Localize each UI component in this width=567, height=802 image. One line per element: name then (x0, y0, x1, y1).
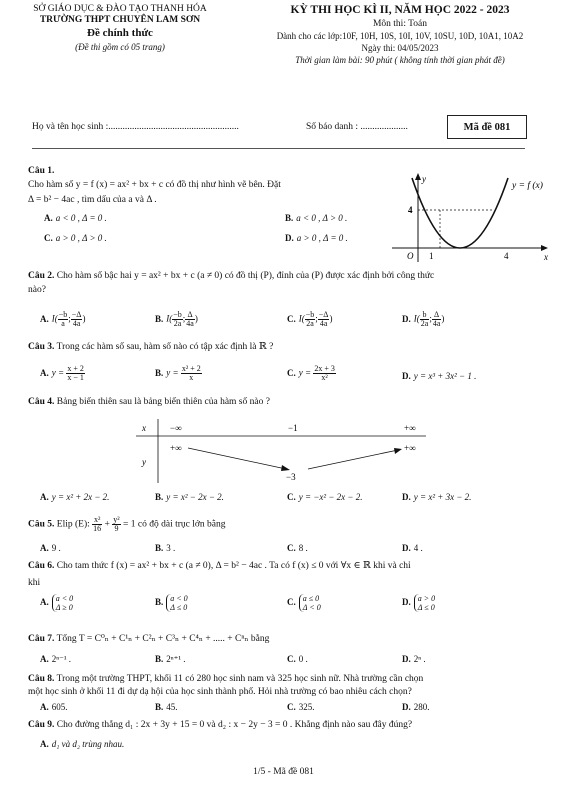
q5-option-a[interactable]: A. 9 . (40, 543, 61, 553)
q1-origin: O (407, 251, 414, 261)
q1-option-c[interactable]: C. a > 0 , Δ > 0 . (44, 233, 107, 243)
q4-option-c[interactable]: C. y = −x² − 2x − 2. (287, 492, 363, 502)
q7-text: Câu 7. Tổng T = C⁰ₙ + C¹ₙ + C²ₙ + C³ₙ + C⁴ₙ + ..... + Cⁿₙ bằng (28, 634, 270, 644)
page-footer: 1/5 - Mã đề 081 (253, 767, 314, 777)
q4-option-b[interactable]: B. y = x² − 2x − 2. (155, 492, 224, 502)
q6-option-b[interactable]: B. a < 0 Δ ≤ 0 (155, 594, 188, 612)
q5-text: Câu 5. Elip (E): $\frac{\text{x²}}{16}$ + $\frac{\text{y²}}{9}$ = 1 có độ dài trục lớn bằng (28, 515, 226, 533)
pages-note: (Đề thi gồm có 05 trang) (75, 42, 165, 52)
exam-code-box (447, 115, 527, 139)
q7-option-b[interactable]: B. 2ⁿ⁺¹ . (155, 654, 186, 664)
q6-option-a[interactable]: A. a < 0 Δ ≥ 0 (40, 594, 74, 612)
exam-date: Ngày thi: 04/05/2023 (361, 43, 439, 53)
q2-option-b[interactable]: B. I( $\frac{-b}{2a}$ ; $\frac{\Delta}{4a}$ ) (155, 310, 198, 328)
school-name: TRƯỜNG THPT CHUYÊN LAM SƠN (39, 15, 201, 25)
q3-option-c[interactable]: C. y = $\frac{2x + 3}{\text{x²}}$ (287, 364, 335, 382)
q8-option-c[interactable]: C. 325. (287, 702, 315, 712)
q1-axis-y: y (422, 174, 426, 184)
q7-option-c[interactable]: C. 0 . (287, 654, 308, 664)
q8-option-a[interactable]: A. 605. (40, 702, 68, 712)
q4-option-a[interactable]: A. y = x² + 2x − 2. (40, 492, 110, 502)
q2-option-c[interactable]: C. I( $\frac{-b}{2a}$ ; $\frac{-\Delta}{4a}$ ) (287, 310, 333, 328)
q2-option-a[interactable]: A. I( $\frac{-b}{a}$ ; $\frac{-\Delta}{4a}$ ) (40, 310, 86, 328)
q2-text-2: nào? (28, 285, 46, 295)
q4-row-x: x (142, 423, 146, 433)
classes: Dành cho các lớp:10F, 10H, 10S, 10I, 10V, 10SU, 10D, 10A1, 10A2 (276, 31, 524, 41)
q4-x-left: −∞ (170, 423, 182, 433)
q5-option-d[interactable]: D. 4 . (402, 543, 423, 553)
subject: Môn thi: Toán (372, 19, 428, 29)
q3-option-b[interactable]: B. y = $\frac{\text{x² + 2}}{x}$ (155, 364, 201, 382)
q1-tick-x4: 4 (504, 251, 509, 261)
q6-option-c[interactable]: C. a ≤ 0 Δ < 0 (287, 594, 321, 612)
q7-option-d[interactable]: D. 2ⁿ . (402, 654, 426, 664)
header-divider (32, 148, 525, 149)
q1-label: Câu 1. (28, 166, 55, 176)
q4-x-right: +∞ (404, 423, 416, 433)
q3-option-a[interactable]: A. y = $\frac{x + 2}{x - 1}$ (40, 364, 84, 382)
q1-option-b[interactable]: B. a < 0 , Δ > 0 . (285, 213, 348, 223)
q4-text: Câu 4. Bảng biến thiên sau là bảng biến thiên của hàm số nào ? (28, 397, 270, 407)
exam-title: KỲ THI HỌC KÌ II, NĂM HỌC 2022 - 2023 (290, 4, 510, 16)
q8-option-b[interactable]: B. 45. (155, 702, 178, 712)
q7-option-a[interactable]: A. 2ⁿ⁻¹ . (40, 654, 72, 664)
q3-option-d[interactable]: D. y = x³ + 3x² − 1 . (402, 371, 477, 381)
q8-text: Câu 8. Trong một trường THPT, khối 11 có 280 học sinh nam và 325 học sinh nữ. Nhà trường cần chọn (28, 674, 424, 684)
q2-option-d[interactable]: D. I( $\frac{b}{2a}$ ; $\frac{\Delta}{4a}$ ) (402, 310, 445, 328)
q4-y-min: −3 (286, 472, 296, 482)
q4-option-d[interactable]: D. y = x² + 3x − 2. (402, 492, 472, 502)
q1-text: Cho hàm số y = f (x) = ax² + bx + c có đồ thị như hình vẽ bên. Đặt (28, 180, 281, 190)
q8-option-d[interactable]: D. 280. (402, 702, 430, 712)
q6-option-d[interactable]: D. a > 0 Δ ≤ 0 (402, 594, 436, 612)
q1-parabola-graph (384, 170, 560, 270)
time-note: Thời gian làm bài: 90 phút ( không tính thời gian phát đề) (295, 55, 505, 65)
q1-tick-1: 1 (429, 251, 434, 261)
q4-row-y: y (142, 457, 146, 467)
official-label: Đề chính thức (87, 27, 153, 39)
q9-option-a[interactable]: A. d₁ và d₂ trùng nhau. (40, 739, 125, 749)
q1-text-2: Δ = b² − 4ac , tìm dấu của a và Δ . (28, 195, 157, 205)
q4-x-mid: −1 (288, 423, 298, 433)
q9-text: Câu 9. Cho đường thẳng d₁ : 2x + 3y + 15 = 0 và d₂ : x − 2y − 3 = 0 . Khẳng định nào sau đây đúng? (28, 720, 413, 730)
q1-option-d[interactable]: D. a > 0 , Δ = 0 . (285, 233, 348, 243)
q2-text: Câu 2. Cho hàm số bậc hai y = ax² + bx + c (a ≠ 0) có đồ thị (P), đỉnh của (P) được xác định bởi công thức (28, 271, 435, 281)
q1-option-a[interactable]: A. a < 0 , Δ = 0 . (44, 213, 107, 223)
q5-option-b[interactable]: B. 3 . (155, 543, 176, 553)
sbd-line: Số báo danh : .................... (306, 122, 408, 132)
q5-option-c[interactable]: C. 8 . (287, 543, 308, 553)
q1-axis-x: x (544, 252, 548, 262)
dept-name: SỞ GIÁO DỤC & ĐÀO TẠO THANH HÓA (33, 4, 207, 14)
exam-code: Mã đề 081 (463, 121, 511, 133)
q1-tick-4: 4 (408, 205, 413, 215)
q1-curve-label: y = f (x) (512, 181, 543, 191)
q6-text: Câu 6. Cho tam thức f (x) = ax² + bx + c (a ≠ 0), Δ = b² − 4ac . Ta có f (x) ≤ 0 với ∀x ∈ ℝ khi và chỉ (28, 561, 411, 571)
q4-variation-table (136, 417, 426, 485)
q4-y-right: +∞ (404, 443, 416, 453)
student-name-line: Họ và tên học sinh :....................................................... (32, 122, 239, 132)
q4-y-left: +∞ (170, 443, 182, 453)
q6-text-2: khi (28, 578, 41, 588)
q3-text: Câu 3. Trong các hàm số sau, hàm số nào có tập xác định là ℝ ? (28, 342, 274, 352)
q8-text-2: một học sinh ở khối 11 đi dự dạ hội của học sinh thành phố. Hỏi nhà trường có bao nhiêu cách chọn? (28, 687, 412, 697)
